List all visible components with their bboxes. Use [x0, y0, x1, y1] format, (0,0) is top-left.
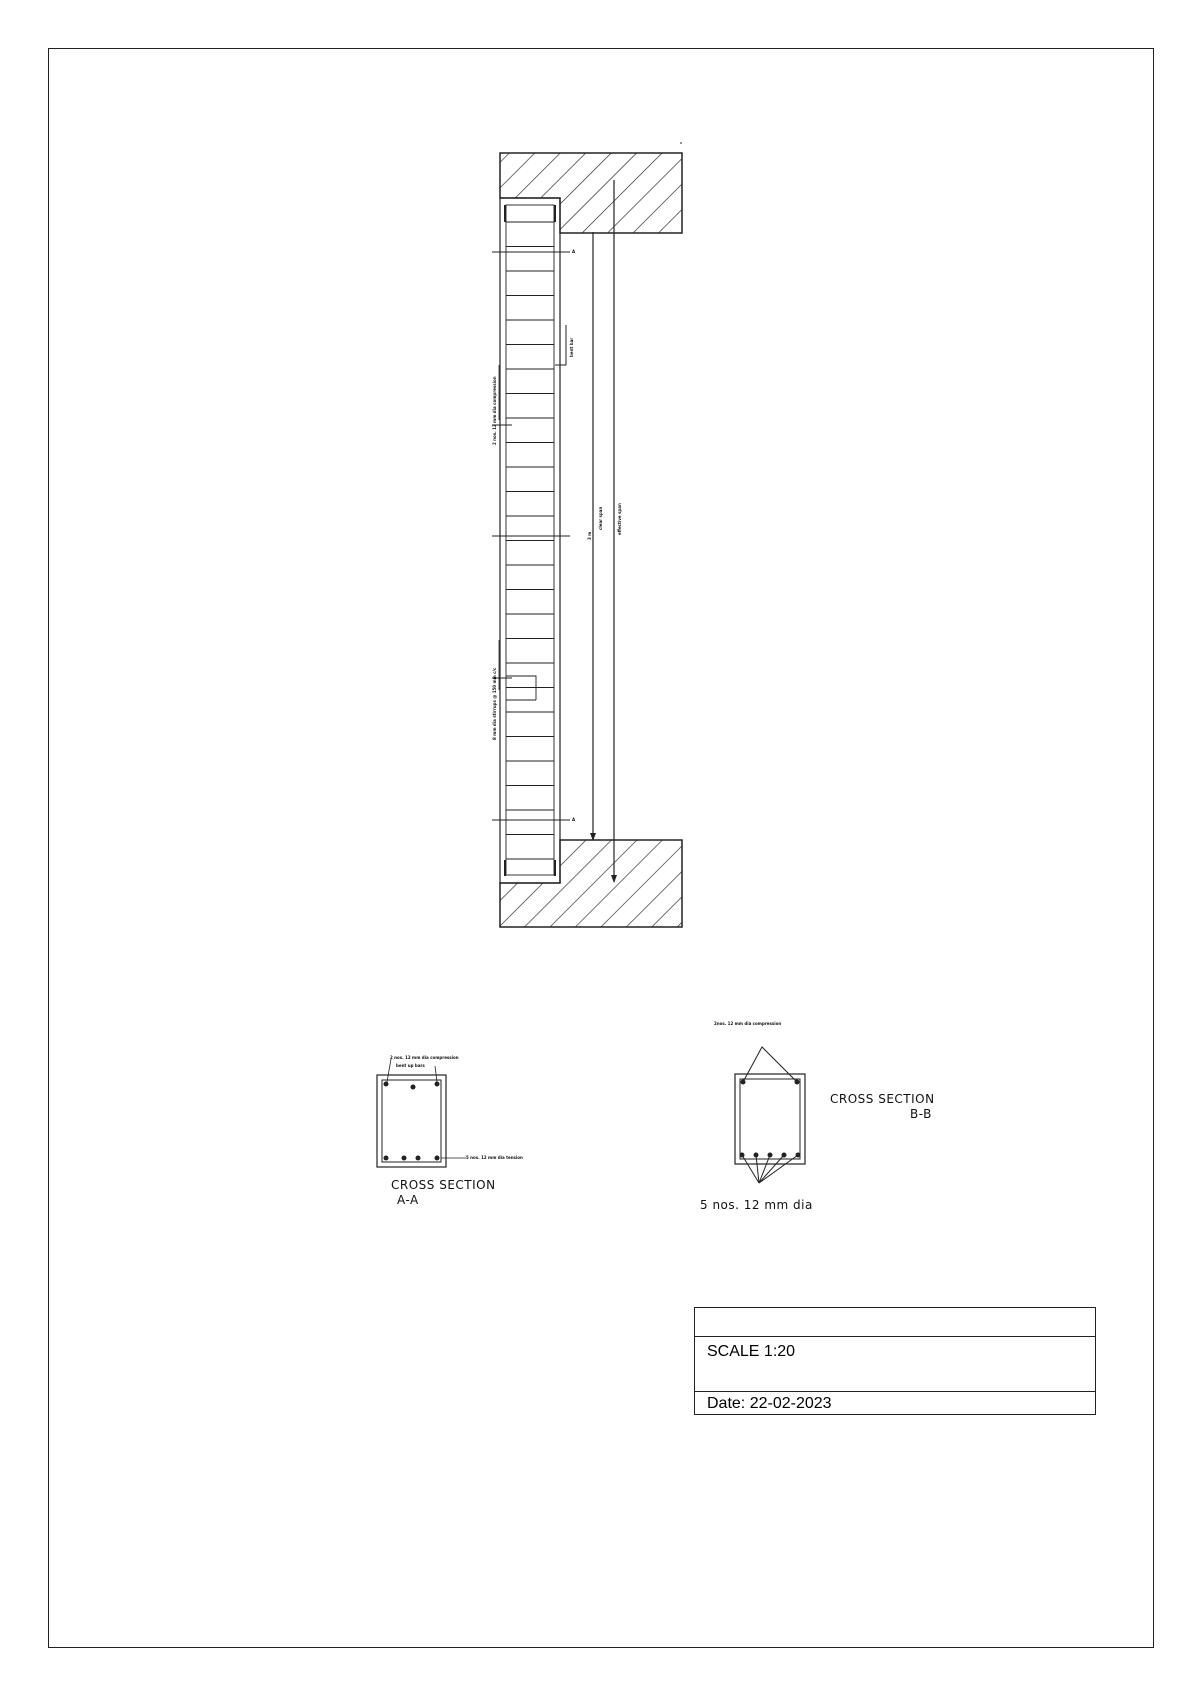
stirrups-note: 8 mm dia stirrups @ 150 mm c/c — [492, 667, 497, 740]
bent-bar-label: bent bar — [569, 337, 574, 357]
stirrups — [506, 222, 554, 859]
section-mark-top: A — [572, 249, 576, 254]
title-block-scale: SCALE 1:20 — [695, 1336, 1095, 1391]
right-dimension: effective span — [617, 503, 622, 535]
aa-bottom-note: 5 nos. 12 mm dia tension — [466, 1155, 523, 1160]
aa-title-line2: A-A — [397, 1193, 419, 1207]
bb-title-line2: B-B — [910, 1107, 932, 1121]
bb-title-line1: CROSS SECTION — [830, 1092, 935, 1106]
cross-section-bb — [735, 1047, 805, 1183]
cross-section-aa — [377, 1059, 466, 1167]
bb-top-note: 2nos. 12 mm dia compression — [714, 1021, 782, 1026]
bb-bottom-note: 5 nos. 12 mm dia — [700, 1198, 813, 1212]
section-mark-bottom: A — [572, 817, 576, 822]
top-support — [500, 153, 682, 233]
mid-dimension-2: clear span — [598, 506, 603, 530]
beam-leaders — [499, 325, 566, 690]
aa-top-note: 2 nos. 12 mm dia compression — [390, 1055, 459, 1060]
beam-elevation — [500, 198, 560, 883]
section-cut-lines — [492, 252, 570, 820]
aa-bent-note: bent up bars — [396, 1063, 425, 1068]
dimension-lines — [590, 143, 682, 883]
top-bars-note: 2 nos. 12 mm dia compression — [492, 376, 497, 445]
title-block — [694, 1307, 1096, 1415]
title-block-row-1 — [695, 1308, 1095, 1336]
title-block-date: Date: 22-02-2023 — [695, 1391, 1095, 1415]
aa-title-line1: CROSS SECTION — [391, 1178, 496, 1192]
mid-dimension-1: 3 m — [587, 531, 592, 540]
